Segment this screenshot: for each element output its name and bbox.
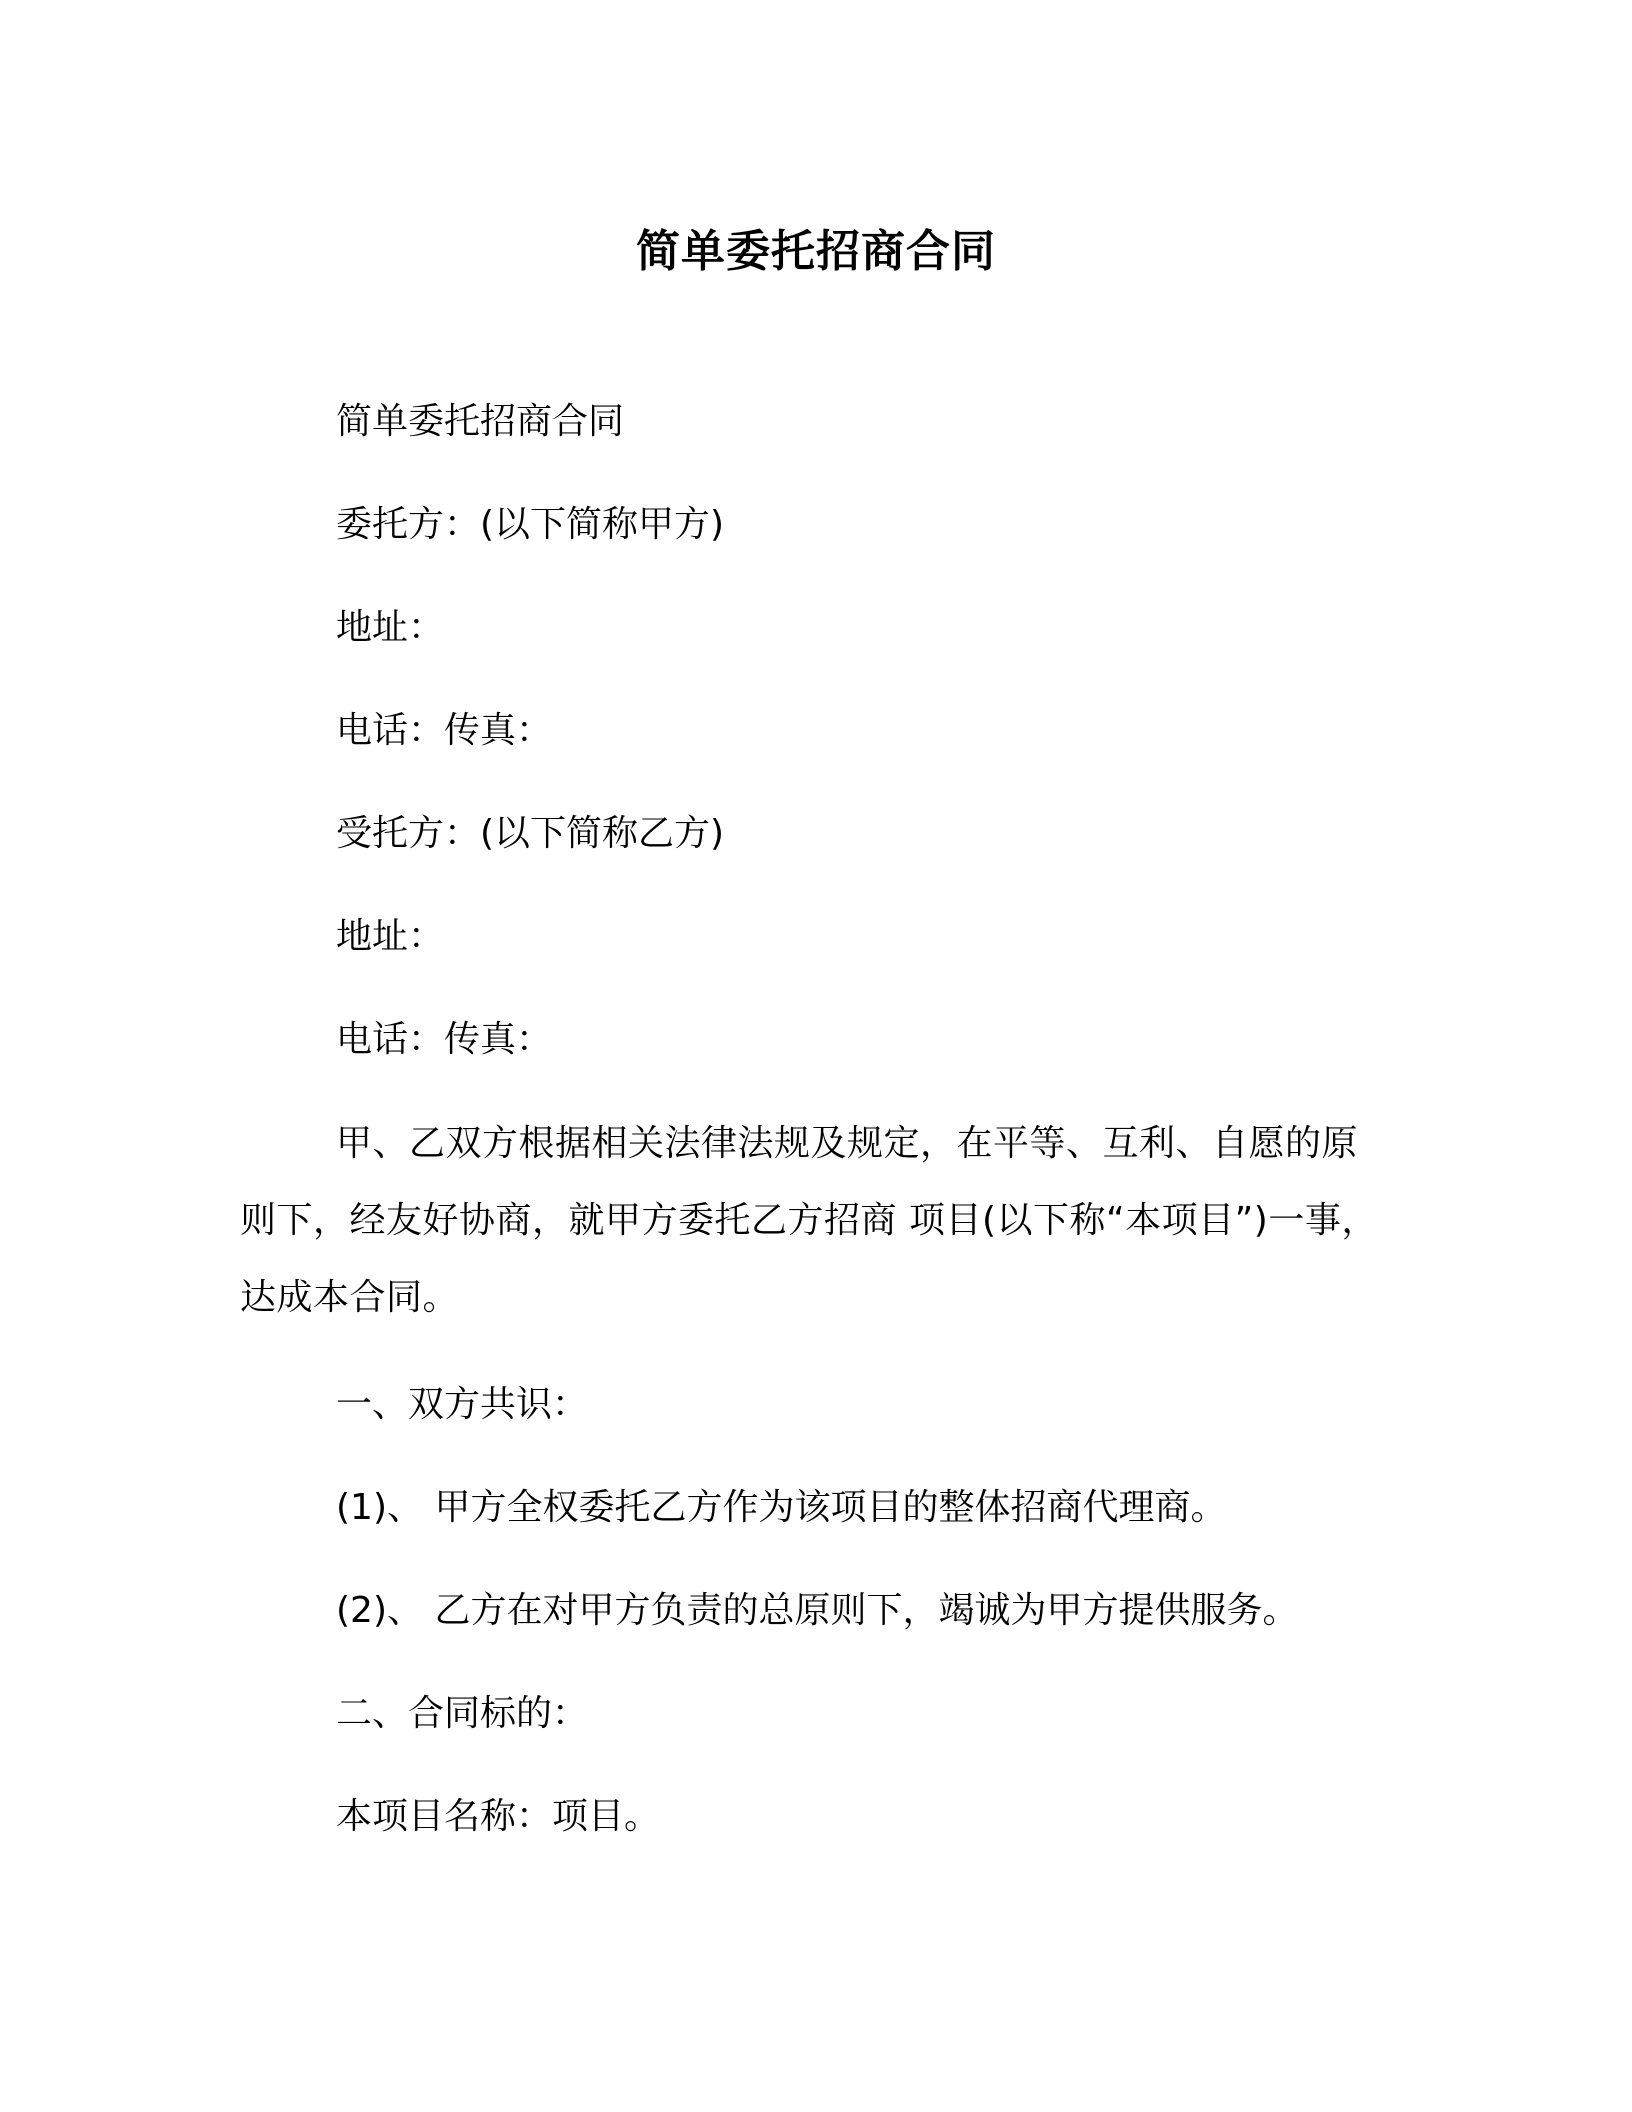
project-name-line: 本项目名称：项目。 [336,1796,661,1837]
contract-subtitle: 简单委托招商合同 [336,401,625,442]
party-b-phone-fax: 电话：传真： [336,1019,553,1060]
section2-heading: 二、合同标的： [336,1693,589,1734]
intro-paragraph: 甲、乙双方根据相关法律法规及规定，在平等、互利、自愿的原则下，经友好协商，就甲方委托乙方招商 项目(以下称“本项目”)一事，达成本合同。 [240,1123,1378,1318]
party-b-line: 受托方：(以下简称乙方) [336,813,725,854]
section1-heading: 一、双方共识： [336,1384,589,1425]
party-a-address: 地址： [336,607,445,648]
party-b-address: 地址： [336,916,445,957]
document-title: 简单委托招商合同 [636,226,996,277]
party-a-line: 委托方：(以下简称甲方) [336,504,725,545]
section1-item-2: (2)、 乙方在对甲方负责的总原则下，竭诚为甲方提供服务。 [336,1590,1299,1631]
party-a-phone-fax: 电话：传真： [336,710,553,751]
section1-item-1: (1)、 甲方全权委托乙方作为该项目的整体招商代理商。 [336,1487,1227,1528]
